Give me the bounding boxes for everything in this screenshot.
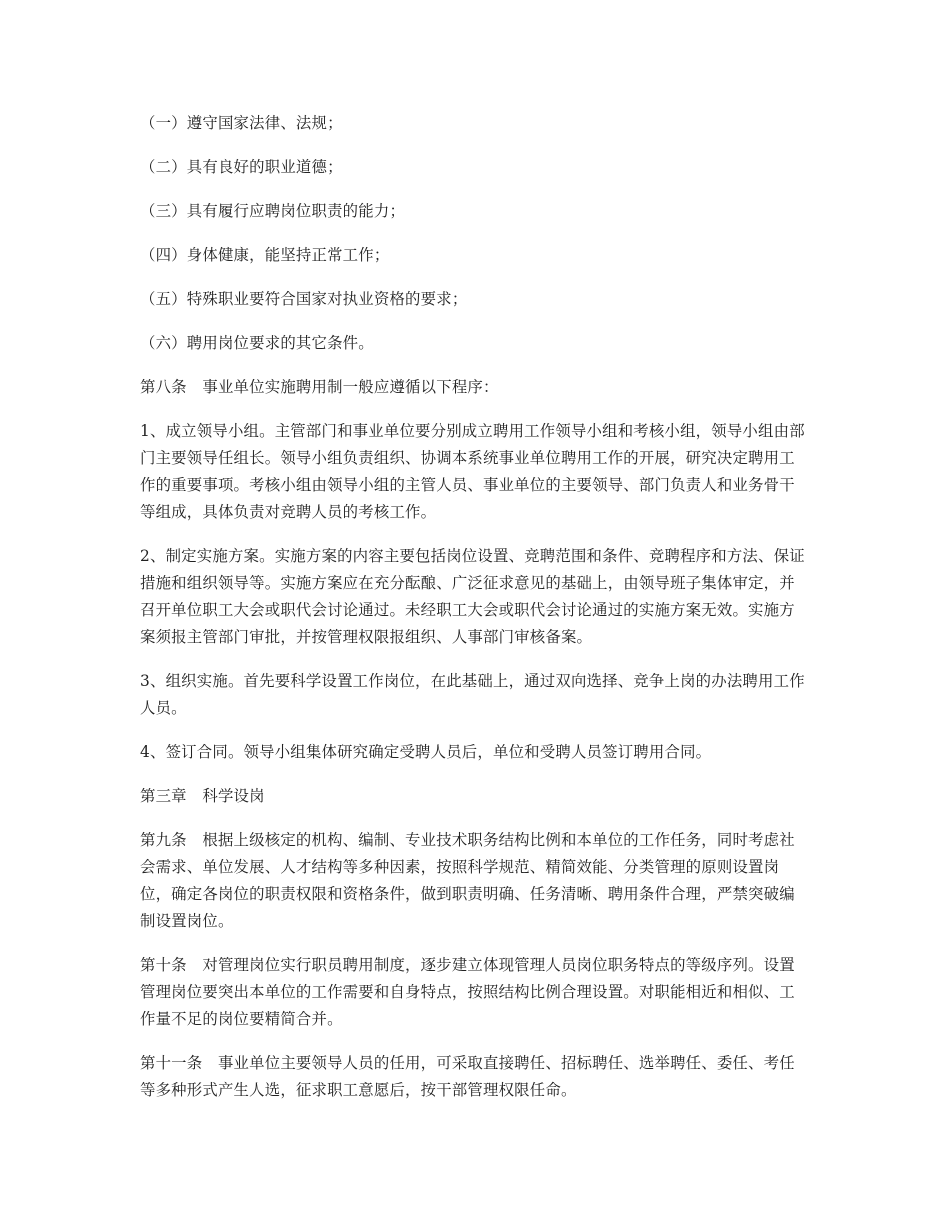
chapter-3-heading: 第三章 科学设岗 [140,787,265,805]
condition-5: （五）特殊职业要符合国家对执业资格的要求； [140,290,468,308]
condition-6: （六）聘用岗位要求的其它条件。 [140,334,374,352]
condition-1: （一）遵守国家法律、法规； [140,114,343,132]
article-8-heading: 第八条 事业单位实施聘用制一般应遵循以下程序： [140,378,499,396]
document-body [140,110,810,1121]
condition-4: （四）身体健康，能坚持正常工作； [140,246,390,264]
procedure-step-2: 2、制定实施方案。实施方案的内容主要包括岗位设置、竞聘范围和条件、竞聘程序和方法、保证措施和组织领导等。实施方案应在充分酝酿、广泛征求意见的基础上，由领导班子集体审定，并召开单位职工大会或职代会讨论通过。未经职工大会或职代会讨论通过的实施方案无效。实施方案须报主管部门审批，并按管理权限报组织、人事部门审核备案。 [140,547,805,646]
condition-2: （二）具有良好的职业道德； [140,158,343,176]
article-10: 第十条 对管理岗位实行职员聘用制度，逐步建立体现管理人员岗位职务特点的等级序列。设置管理岗位要突出本单位的工作需要和自身特点，按照结构比例合理设置。对职能相近和相似、工作量不足的岗位要精简合并。 [140,956,795,1028]
article-9: 第九条 根据上级核定的机构、编制、专业技术职务结构比例和本单位的工作任务，同时考虑社会需求、单位发展、人才结构等多种因素，按照科学规范、精简效能、分类管理的原则设置岗位，确定各岗位的职责权限和资格条件，做到职责明确、任务清晰、聘用条件合理，严禁突破编制设置岗位。 [140,831,795,930]
procedure-step-3: 3、组织实施。首先要科学设置工作岗位，在此基础上，通过双向选择、竞争上岗的办法聘用工作人员。 [140,672,805,717]
procedure-step-1: 1、成立领导小组。主管部门和事业单位要分别成立聘用工作领导小组和考核小组，领导小组由部门主要领导任组长。领导小组负责组织、协调本系统事业单位聘用工作的开展，研究决定聘用工作的重要事项。考核小组由领导小组的主管人员、事业单位的主要领导、部门负责人和业务骨干等组成，具体负责对竞聘人员的考核工作。 [140,422,805,521]
article-11: 第十一条 事业单位主要领导人员的任用，可采取直接聘任、招标聘任、选举聘任、委任、考任等多种形式产生人选，征求职工意愿后，按干部管理权限任命。 [140,1054,795,1099]
condition-3: （三）具有履行应聘岗位职责的能力； [140,202,406,220]
procedure-step-4: 4、签订合同。领导小组集体研究确定受聘人员后，单位和受聘人员签订聘用合同。 [140,743,712,761]
